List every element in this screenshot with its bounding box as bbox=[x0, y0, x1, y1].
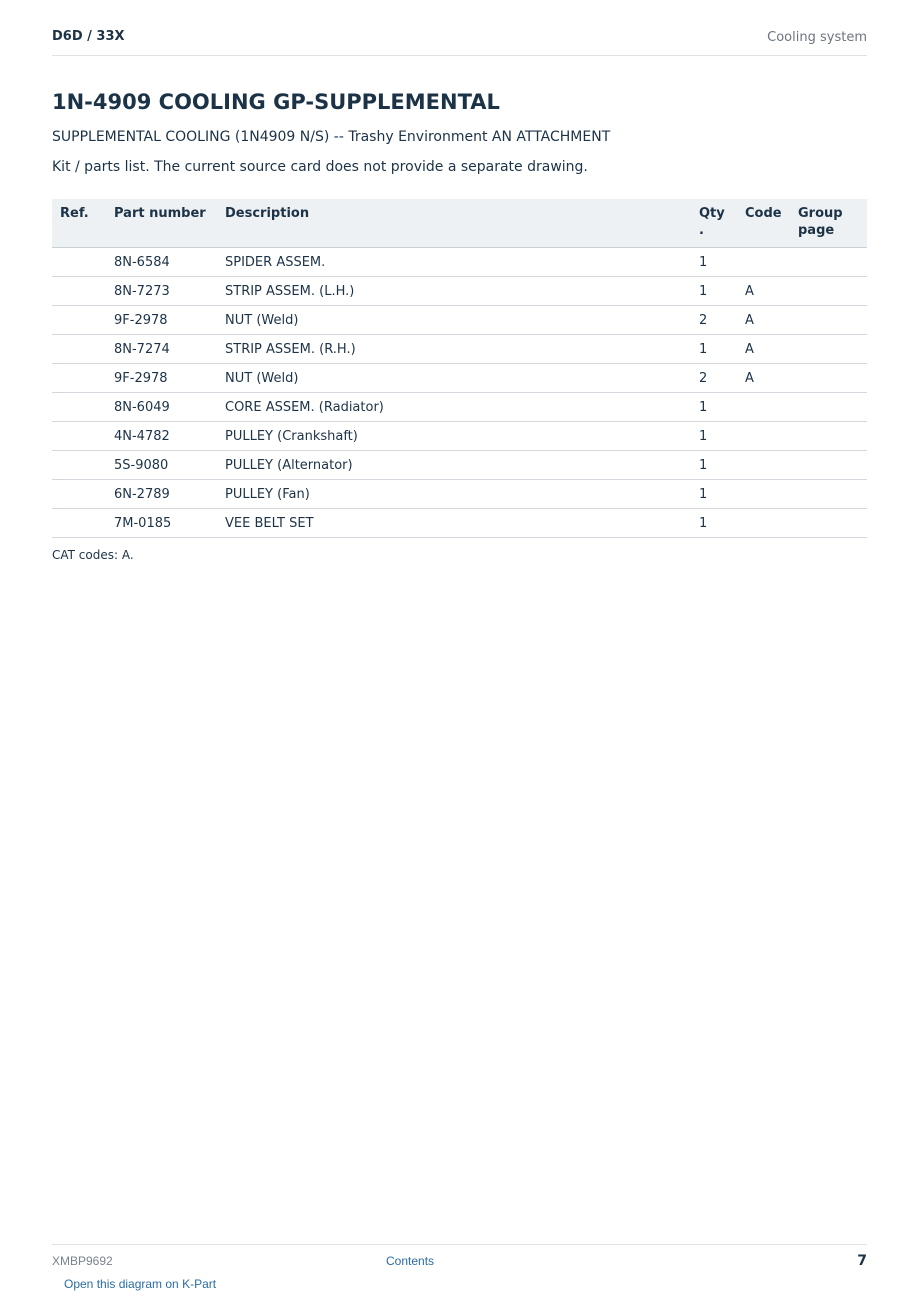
table-row bbox=[52, 364, 867, 393]
row-description: PULLEY (Crankshaft) bbox=[217, 422, 691, 451]
row-ref bbox=[52, 393, 106, 422]
table-row bbox=[52, 422, 867, 451]
table-row bbox=[52, 451, 867, 480]
row-ref bbox=[52, 364, 106, 393]
row-ref bbox=[52, 422, 106, 451]
row-part-number: 4N-4782 bbox=[106, 422, 217, 451]
table-row bbox=[52, 248, 867, 277]
row-part-number: 9F-2978 bbox=[106, 364, 217, 393]
row-code bbox=[737, 422, 790, 451]
row-group-page bbox=[790, 480, 867, 509]
row-part-number: 9F-2978 bbox=[106, 306, 217, 335]
row-code bbox=[737, 480, 790, 509]
row-qty: 2 bbox=[691, 306, 737, 335]
row-group-page bbox=[790, 393, 867, 422]
row-ref bbox=[52, 277, 106, 306]
table-row bbox=[52, 277, 867, 306]
table-row bbox=[52, 335, 867, 364]
header-code: Code bbox=[737, 199, 790, 248]
row-part-number: 6N-2789 bbox=[106, 480, 217, 509]
page-subtitle: SUPPLEMENTAL COOLING (1N4909 N/S) -- Trashy Environment AN ATTACHMENT bbox=[52, 129, 611, 145]
table-row bbox=[52, 509, 867, 538]
row-part-number: 7M-0185 bbox=[106, 509, 217, 538]
row-part-number: 5S-9080 bbox=[106, 451, 217, 480]
row-group-page bbox=[790, 509, 867, 538]
row-description: STRIP ASSEM. (R.H.) bbox=[217, 335, 691, 364]
row-qty: 1 bbox=[691, 480, 737, 509]
parts-table bbox=[52, 199, 867, 538]
row-part-number: 8N-6584 bbox=[106, 248, 217, 277]
row-part-number: 8N-7273 bbox=[106, 277, 217, 306]
row-description: STRIP ASSEM. (L.H.) bbox=[217, 277, 691, 306]
page-header bbox=[52, 29, 867, 56]
row-ref bbox=[52, 306, 106, 335]
row-description: VEE BELT SET bbox=[217, 509, 691, 538]
row-ref bbox=[52, 480, 106, 509]
row-description: NUT (Weld) bbox=[217, 306, 691, 335]
row-qty: 1 bbox=[691, 335, 737, 364]
row-group-page bbox=[790, 335, 867, 364]
row-qty: 1 bbox=[691, 422, 737, 451]
row-group-page bbox=[790, 248, 867, 277]
row-part-number: 8N-7274 bbox=[106, 335, 217, 364]
row-part-number: 8N-6049 bbox=[106, 393, 217, 422]
header-part-number: Part number bbox=[106, 199, 217, 248]
parts-table-body bbox=[52, 248, 867, 538]
contents-link[interactable]: Contents bbox=[386, 1254, 435, 1268]
row-qty: 1 bbox=[691, 451, 737, 480]
open-diagram-link[interactable]: Open this diagram on K-Part bbox=[64, 1277, 217, 1291]
row-code: A bbox=[737, 306, 790, 335]
page-title: 1N-4909 COOLING GP-SUPPLEMENTAL bbox=[52, 90, 500, 114]
header-qty: Qty . bbox=[691, 199, 737, 248]
cat-codes: CAT codes: A. bbox=[52, 548, 134, 562]
row-group-page bbox=[790, 306, 867, 335]
row-description: PULLEY (Fan) bbox=[217, 480, 691, 509]
section-name: Cooling system bbox=[767, 30, 867, 45]
row-group-page bbox=[790, 451, 867, 480]
row-ref bbox=[52, 248, 106, 277]
row-ref bbox=[52, 509, 106, 538]
page-number: 7 bbox=[857, 1253, 867, 1269]
row-qty: 1 bbox=[691, 248, 737, 277]
page-note: Kit / parts list. The current source card does not provide a separate drawing. bbox=[52, 159, 588, 175]
breadcrumb: D6D / 33X bbox=[52, 29, 125, 44]
row-code bbox=[737, 393, 790, 422]
row-group-page bbox=[790, 364, 867, 393]
row-ref bbox=[52, 335, 106, 364]
row-ref bbox=[52, 451, 106, 480]
row-qty: 1 bbox=[691, 509, 737, 538]
header-ref: Ref. bbox=[52, 199, 106, 248]
row-code: A bbox=[737, 364, 790, 393]
table-header-row bbox=[52, 199, 867, 248]
row-code: A bbox=[737, 335, 790, 364]
row-code bbox=[737, 509, 790, 538]
table-row bbox=[52, 393, 867, 422]
row-group-page bbox=[790, 422, 867, 451]
row-description: NUT (Weld) bbox=[217, 364, 691, 393]
row-code bbox=[737, 248, 790, 277]
row-description: SPIDER ASSEM. bbox=[217, 248, 691, 277]
row-group-page bbox=[790, 277, 867, 306]
table-row bbox=[52, 306, 867, 335]
header-description: Description bbox=[217, 199, 691, 248]
row-description: PULLEY (Alternator) bbox=[217, 451, 691, 480]
document-id: XMBP9692 bbox=[52, 1254, 113, 1268]
header-group-page: Group page bbox=[790, 199, 867, 248]
page-footer bbox=[52, 1244, 867, 1275]
row-qty: 2 bbox=[691, 364, 737, 393]
row-description: CORE ASSEM. (Radiator) bbox=[217, 393, 691, 422]
row-code: A bbox=[737, 277, 790, 306]
row-qty: 1 bbox=[691, 277, 737, 306]
row-qty: 1 bbox=[691, 393, 737, 422]
row-code bbox=[737, 451, 790, 480]
table-row bbox=[52, 480, 867, 509]
